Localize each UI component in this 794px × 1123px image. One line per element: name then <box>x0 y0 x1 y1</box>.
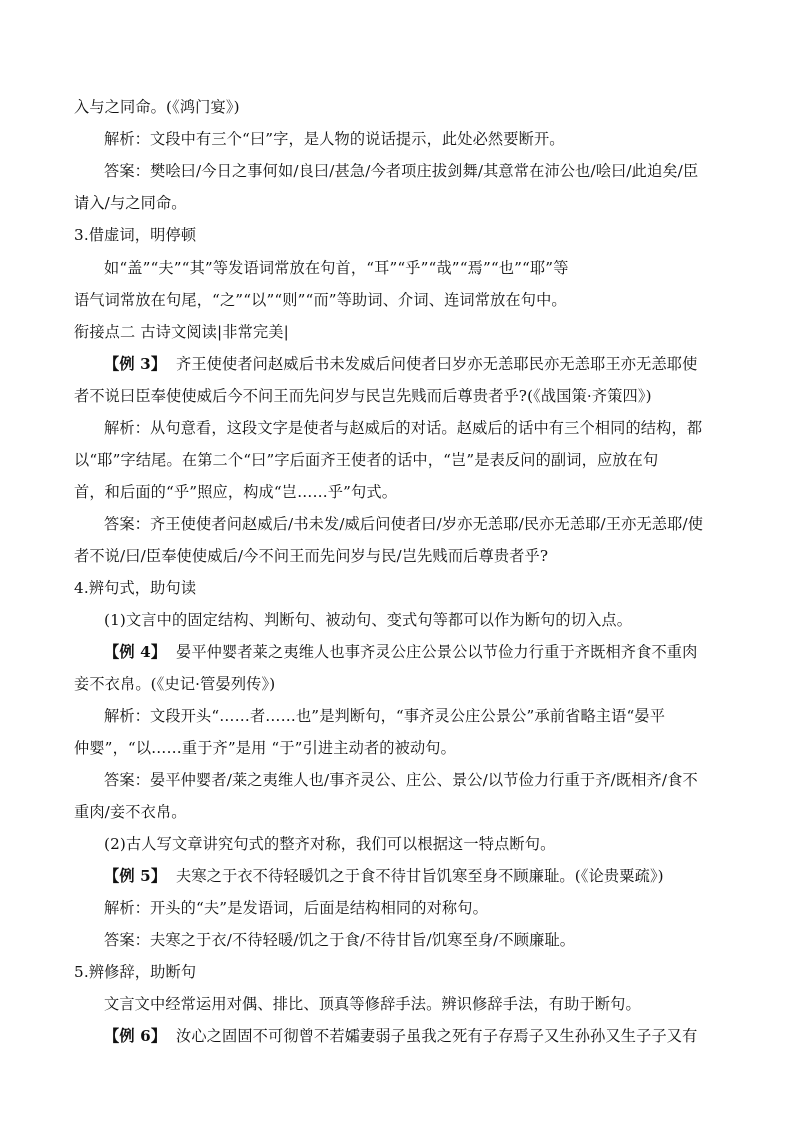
analysis-paragraph: 解析：开头的“夫”是发语词，后面是结构相同的对称句。 <box>104 899 488 917</box>
text-line: 者不说/曰/臣奉使使威后/今不问王而先问岁与民/岂先贱而后尊贵者乎? <box>74 547 549 565</box>
example-label: 【例 5】 <box>104 867 167 885</box>
example-text: 汝心之固固不可彻曾不若孀妻弱子虽我之死有子存焉子又生孙孙又生子子又有 <box>176 1027 698 1045</box>
text-line: 仲婴”，“以……重于齐”是用 “于”引进主动者的被动句。 <box>74 739 456 757</box>
answer-paragraph: 答案：晏平仲婴者/莱之夷维人也/事齐灵公、庄公、景公/以节俭力行重于齐/既相齐/食不 <box>104 771 698 789</box>
text-line: 语气词常放在句尾，“之”“以”“则”“而”等助词、介词、连词常放在句中。 <box>74 291 567 309</box>
text-line: 以“耶”字结尾。在第二个“曰”字后面齐王使者的话中，“岂”是表反问的副词，应放在句 <box>74 451 659 469</box>
analysis-paragraph: 解析：从句意看，这段文字是使者与赵威后的对话。赵威后的话中有三个相同的结构，都 <box>104 419 703 437</box>
example-label: 【例 6】 <box>104 1027 167 1045</box>
text-line: 妾不衣帛。(《史记·管晏列传》) <box>74 675 276 693</box>
answer-paragraph: 答案：夫寒之于衣/不待轻暖/饥之于食/不待甘旨/饥寒至身/不顾廉耻。 <box>104 931 576 949</box>
section-heading: 3.借虚词，明停顿 <box>74 226 197 244</box>
text-line: 重肉/妾不衣帛。 <box>74 803 187 821</box>
analysis-paragraph: 解析：文段中有三个“曰”字，是人物的说话提示，此处必然要断开。 <box>104 130 565 148</box>
body-paragraph: 如“盖”“夫”“其”等发语词常放在句首，“耳”“乎”“哉”“焉”“也”“耶”等 <box>104 259 569 277</box>
text-line: 者不说曰臣奉使使威后今不问王而先问岁与民岂先贱而后尊贵者乎?(《战国策·齐策四》) <box>74 387 652 405</box>
answer-paragraph: 答案：樊哙曰/今日之事何如/良曰/甚急/今者项庄拔剑舞/其意常在沛公也/哙曰/此迫矣/臣 <box>104 162 699 180</box>
body-paragraph: 文言文中经常运用对偶、排比、顶真等修辞手法。辨识修辞手法，有助于断句。 <box>104 995 641 1013</box>
analysis-paragraph: 解析：文段开头“……者……也”是判断句，“事齐灵公庄公景公”承前省略主语“晏平 <box>104 707 666 725</box>
text-line: 入与之同命。(《鸿门宴》) <box>74 98 240 116</box>
example-text: 夫寒之于衣不待轻暖饥之于食不待甘旨饥寒至身不顾廉耻。(《论贵粟疏》) <box>176 867 664 885</box>
body-paragraph: (1)文言中的固定结构、判断句、被动句、变式句等都可以作为断句的切入点。 <box>104 611 633 629</box>
body-paragraph: (2)古人写文章讲究句式的整齐对称，我们可以根据这一特点断句。 <box>104 835 556 853</box>
section-heading: 5.辨修辞，助断句 <box>74 963 197 981</box>
example-text: 晏平仲婴者莱之夷维人也事齐灵公庄公景公以节俭力行重于齐既相齐食不重肉 <box>176 643 698 661</box>
text-line: 请入/与之同命。 <box>74 194 187 212</box>
watermark-line: 衔接点二 古诗文阅读|非常完美| <box>74 323 289 341</box>
section-heading: 4.辨句式，助句读 <box>74 579 197 597</box>
example-label: 【例 3】 <box>104 355 167 373</box>
answer-paragraph: 答案：齐王使使者问赵威后/书未发/威后问使者曰/岁亦无恙耶/民亦无恙耶/王亦无恙耶/使 <box>104 515 704 533</box>
text-line: 首，和后面的“乎”照应，构成“岂……乎”句式。 <box>74 483 398 501</box>
example-text: 齐王使使者问赵威后书未发威后问使者曰岁亦无恙耶民亦无恙耶王亦无恙耶使 <box>176 355 698 373</box>
example-label: 【例 4】 <box>104 643 167 661</box>
